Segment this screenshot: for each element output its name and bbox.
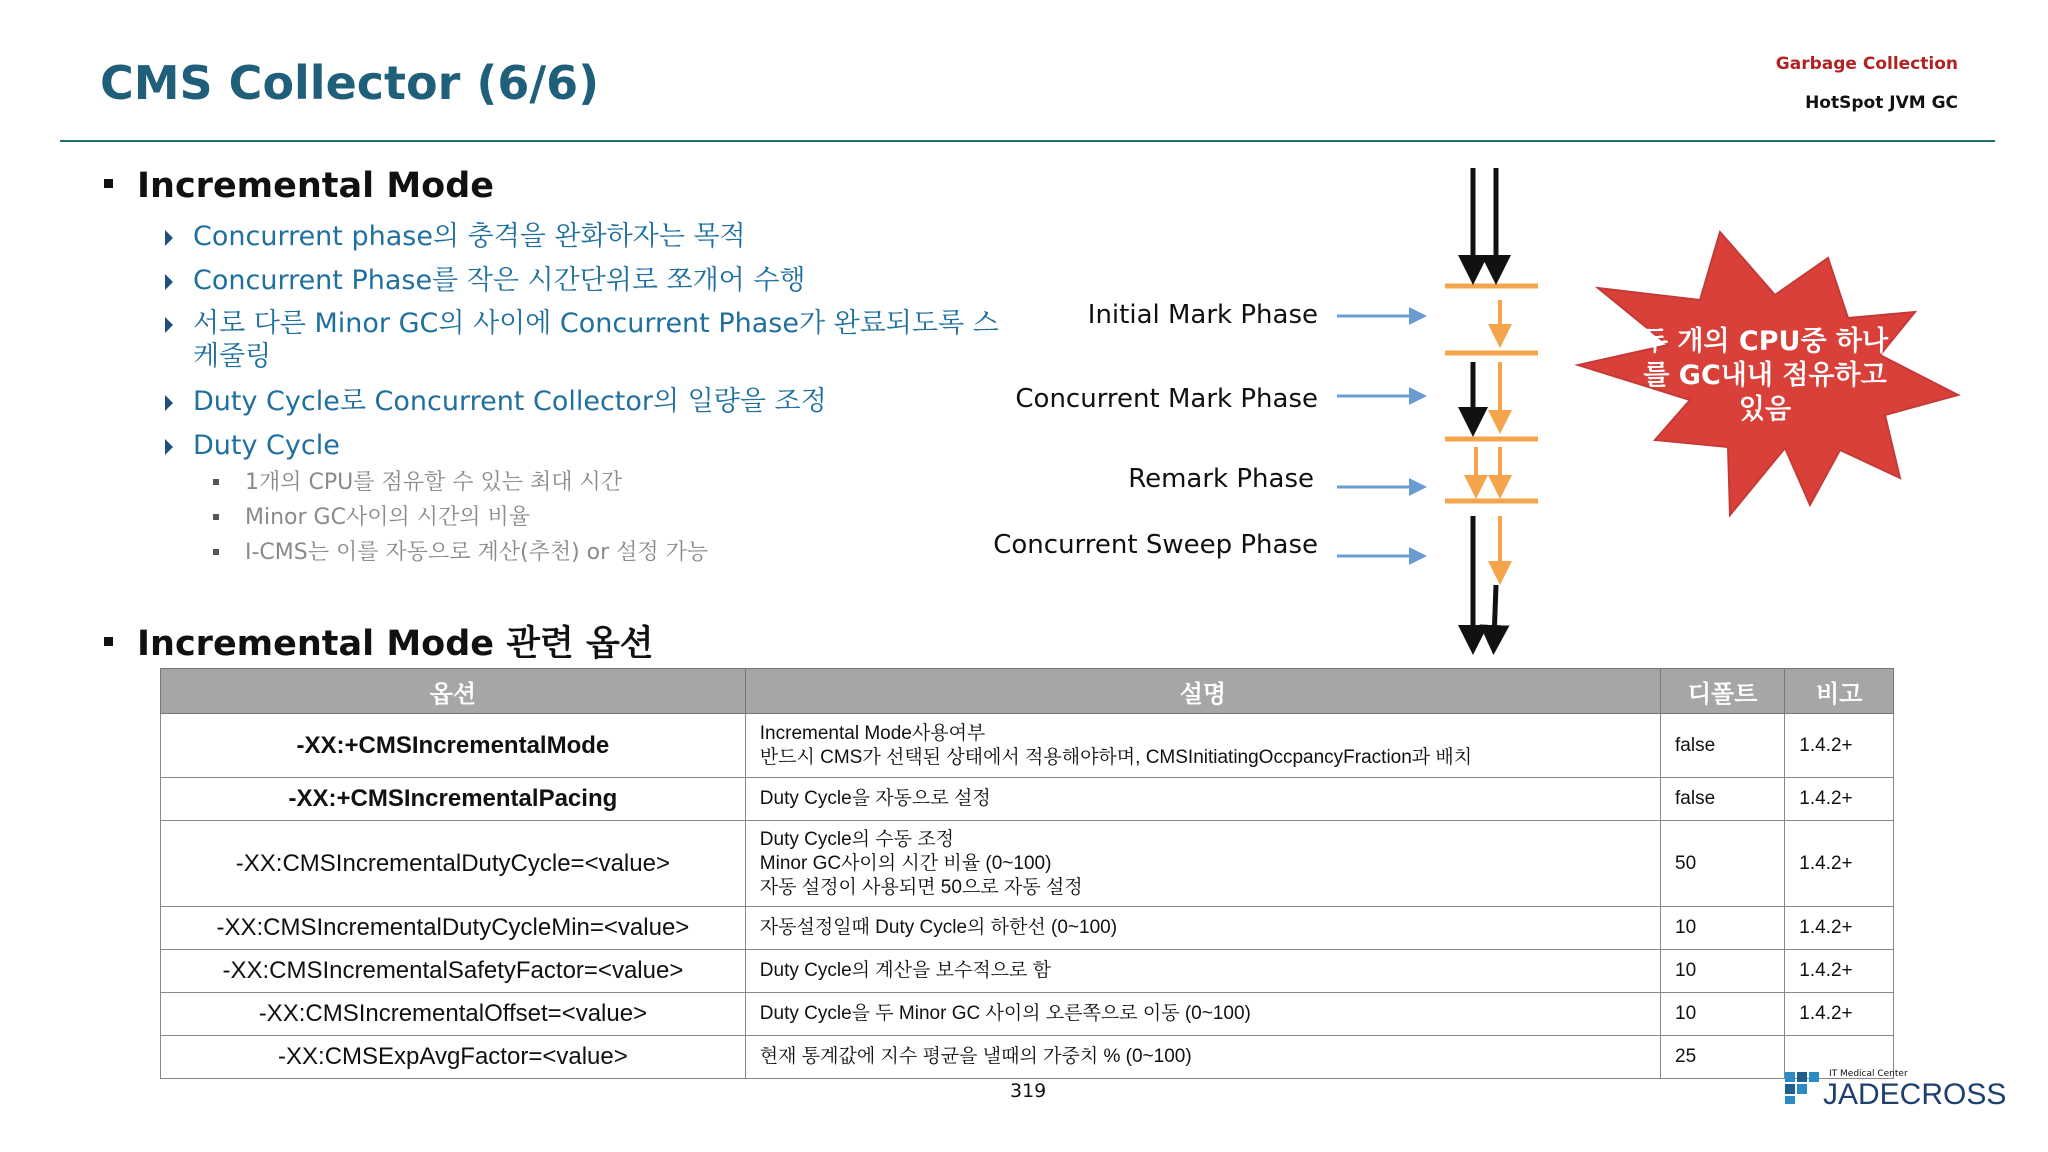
callout-text: 두 개의 CPU중 하나를 GC내내 점유하고 있음 (1641, 326, 1889, 425)
table-row (161, 950, 1894, 993)
application-thread-arrows (1473, 168, 1496, 640)
option-description: 자동설정일때 Duty Cycle의 하한선 (0~100) (745, 907, 1660, 950)
option-description: Incremental Mode사용여부 반드시 CMS가 선택된 상태에서 적용해야하며, CMSInitiatingOccpancyFraction과 배치 (745, 714, 1660, 778)
option-description: Duty Cycle의 수동 조정 Minor GC사이의 시간 비율 (0~100) 자동 설정이 사용되면 50으로 자동 설정 (745, 821, 1660, 907)
table-header-row (161, 669, 1894, 714)
table-row (161, 993, 1894, 1036)
phase-label-initial-mark: Initial Mark Phase (1087, 300, 1318, 330)
table-row (161, 778, 1894, 821)
sub-list-item: 1개의 CPU를 점유할 수 있는 최대 시간 (213, 468, 622, 498)
option-description: Duty Cycle을 두 Minor GC 사이의 오른쪽으로 이동 (0~100) (745, 993, 1660, 1036)
sub-list-item: I-CMS는 이를 자동으로 계산(추천) or 설정 가능 (213, 538, 708, 568)
option-description: Duty Cycle을 자동으로 설정 (745, 778, 1660, 821)
list-item: Duty Cycle (165, 429, 1015, 462)
page-title: CMS Collector (6/6) (100, 56, 600, 110)
page-number: 319 (1010, 1080, 1047, 1102)
option-default: 25 (1661, 1036, 1785, 1079)
option-name: -XX:+CMSIncrementalMode (161, 714, 746, 778)
section-heading-options: Incremental Mode 관련 옵션 (104, 616, 654, 666)
option-default: 10 (1661, 950, 1785, 993)
category-label: Garbage Collection (1775, 54, 1958, 74)
phase-boundaries (1445, 286, 1538, 501)
phase-pointer-arrows (1337, 316, 1418, 556)
square-bullet-icon (104, 637, 113, 646)
list-item: Duty Cycle로 Concurrent Collector의 일량을 조정 (165, 385, 1015, 418)
option-note: 1.4.2+ (1785, 714, 1894, 778)
list-item: Concurrent Phase를 작은 시간단위로 쪼개어 수행 (165, 264, 1015, 297)
list-item: 서로 다른 Minor GC의 사이에 Concurrent Phase가 완료되도록 스케줄링 (165, 307, 1005, 373)
option-default: 10 (1661, 993, 1785, 1036)
option-note: 1.4.2+ (1785, 907, 1894, 950)
option-description: Duty Cycle의 계산을 보수적으로 함 (745, 950, 1660, 993)
option-default: 50 (1661, 821, 1785, 907)
option-default: 10 (1661, 907, 1785, 950)
option-name: -XX:+CMSIncrementalPacing (161, 778, 746, 821)
column-header-description: 설명 (745, 669, 1660, 714)
phase-label-concurrent-sweep: Concurrent Sweep Phase (993, 530, 1318, 560)
option-description: 현재 통계값에 지수 평균을 낼때의 가중치 % (0~100) (745, 1036, 1660, 1079)
table-row (161, 714, 1894, 778)
column-header-default: 디폴트 (1661, 669, 1785, 714)
column-header-option: 옵션 (161, 669, 746, 714)
table-row (161, 821, 1894, 907)
table-row (161, 1036, 1894, 1079)
phase-label-concurrent-mark: Concurrent Mark Phase (1015, 384, 1318, 414)
logo-wordmark: JADECROSS (1823, 1078, 2007, 1111)
option-note: 1.4.2+ (1785, 950, 1894, 993)
subcategory-label: HotSpot JVM GC (1805, 93, 1958, 113)
option-name: -XX:CMSIncrementalDutyCycle=<value> (161, 821, 746, 907)
section-heading-incremental-mode: Incremental Mode (104, 166, 494, 206)
option-note: 1.4.2+ (1785, 778, 1894, 821)
sub-list-item: Minor GC사이의 시간의 비율 (213, 503, 530, 533)
option-note: 1.4.2+ (1785, 993, 1894, 1036)
jadecross-logo-icon (1785, 1072, 1819, 1104)
list-item: Concurrent phase의 충격을 완화하자는 목적 (165, 220, 1015, 253)
option-note: 1.4.2+ (1785, 821, 1894, 907)
option-default: false (1661, 714, 1785, 778)
logo-tagline: IT Medical Center (1829, 1069, 1908, 1079)
column-header-note: 비고 (1785, 669, 1894, 714)
option-name: -XX:CMSIncrementalDutyCycleMin=<value> (161, 907, 746, 950)
option-name: -XX:CMSIncrementalSafetyFactor=<value> (161, 950, 746, 993)
option-name: -XX:CMSExpAvgFactor=<value> (161, 1036, 746, 1079)
option-default: false (1661, 778, 1785, 821)
phase-label-remark: Remark Phase (1128, 464, 1314, 494)
options-table (160, 668, 1894, 1079)
table-row (161, 907, 1894, 950)
option-name: -XX:CMSIncrementalOffset=<value> (161, 993, 746, 1036)
